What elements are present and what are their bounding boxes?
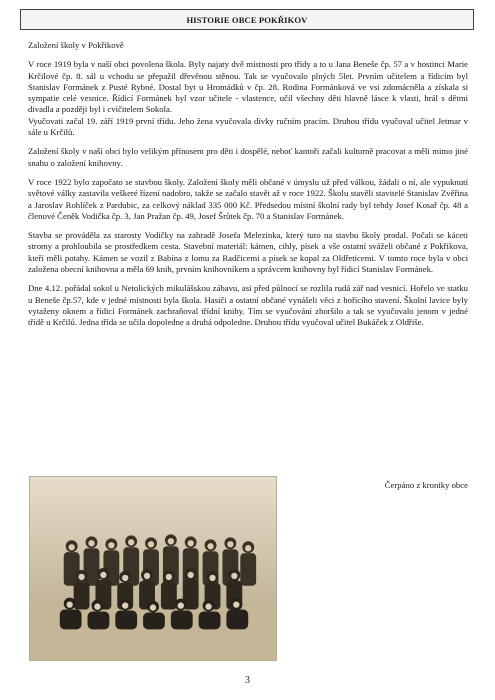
article-subheading: Založení školy v Pokřikově bbox=[28, 40, 124, 50]
page-number: 3 bbox=[245, 675, 250, 686]
paragraph-2: Vyučovati začal 19. září 1919 první třídu. Jeho žena vyučovala dívky ručním pracím. Druhou třídu vyučoval učitel Jetmar v sále u Krčilů. bbox=[28, 115, 468, 138]
paragraph-3: Založení školy v naší obci bylo velikým přínosem pro děti i dospělé, neboť kantoři začali kulturně pracovat a měli mimo jiné snahu o založení knihovny. bbox=[28, 146, 468, 168]
class-photo bbox=[29, 476, 277, 661]
paragraph-6: Dne 4.12. pořádal sokol u Netolických mikulášskou zábavu, asi před půlnocí se rozlila rudá zář nad vesnicí. Hořelo ve statku u Beneše čp.57, kde v jedné místnosti byla škola. Hasiči a ostatní občané vynášeli věci z hořícího stavení. Školní lavice byly vytaženy oknem a řídicí Formánek zachraňoval třídní knihy. Tím se vyučování zhoršilo a tak se vyučovalo jenom v jedné třídě u Krčilů. Jedna třída se učila dopoledne a druhá odpoledne. Druhou třídu vyučoval učitel Bukáček z Oldřiše. bbox=[28, 283, 468, 328]
source-note: Čerpáno z kroniky obce bbox=[384, 480, 468, 490]
paragraph-1: V roce 1919 byla v naší obci povolena škola. Byly najaty dvě místnosti pro třídy a to u Jana Beneše čp. 57 a v hostinci Marie Krčilové čp. 8. sál u vchodu se přepažil dřevěnou stěnou. Tak se vyučovalo plných 5let. Prvním učitelem a řídicím byl Stanislav Formánek z Pusté Rybné. Dostal byt u Hromádků v čp. 28. Rodina Formánková ve vsi zdomácněla a získala si sympatie celé vesnice. Řídicí Formánek byl vzor učitele - vlastence, učil všechny děti hlavně lásce k vlasti, hrál s dětmi divadla a později byl i cvičitelem Sokola. bbox=[28, 59, 468, 115]
header-title: HISTORIE OBCE POKŘIKOV bbox=[186, 14, 308, 25]
article-body bbox=[28, 40, 468, 337]
paragraph-4: V roce 1922 bylo započato se stavbou školy. Založení školy měli občané v úmyslu už před válkou, žádali o ní, ale vypuknutí světové války zastavila veškeré řízení nadobro, takže se začalo stavět až v roce 1922. Školu stavěli stavitelé Stanislav Zvěřina a Jaroslav Rohlíček z Pardubic, za celkový náklad 335 000 Kč. Předsedou místní školní rady byl tehdy Josef Kosař čp. 48 a členové Čeněk Vodička čp. 3, Jan Pražan čp. 49, Josef Šrůtek čp. 70 a Stanislav Formánek. bbox=[28, 176, 468, 221]
class-photo-image bbox=[30, 477, 276, 660]
header-box bbox=[20, 9, 474, 30]
paragraph-5: Stavba se prováděla za starosty Vodičky na zahradě Josefa Melezinka, který tuto na stavbu školy prodal. Počali se káceti stromy a prohloubila se prostředkem cesta. Stavební materiál: kámen, cihly, písek a vše ostatní sváželi občané z Pokřikova, kteří měli potahy. Kámen se vozil z Babína z lomu za Radčicemi a písek se kopal za Oldřeticemi. V tomto roce byla v obci založena obecní knihovna a měla 69 knih, prvním knihovníkem a správcem knihovny byl řídicí Stanislav Formánek. bbox=[28, 230, 468, 275]
